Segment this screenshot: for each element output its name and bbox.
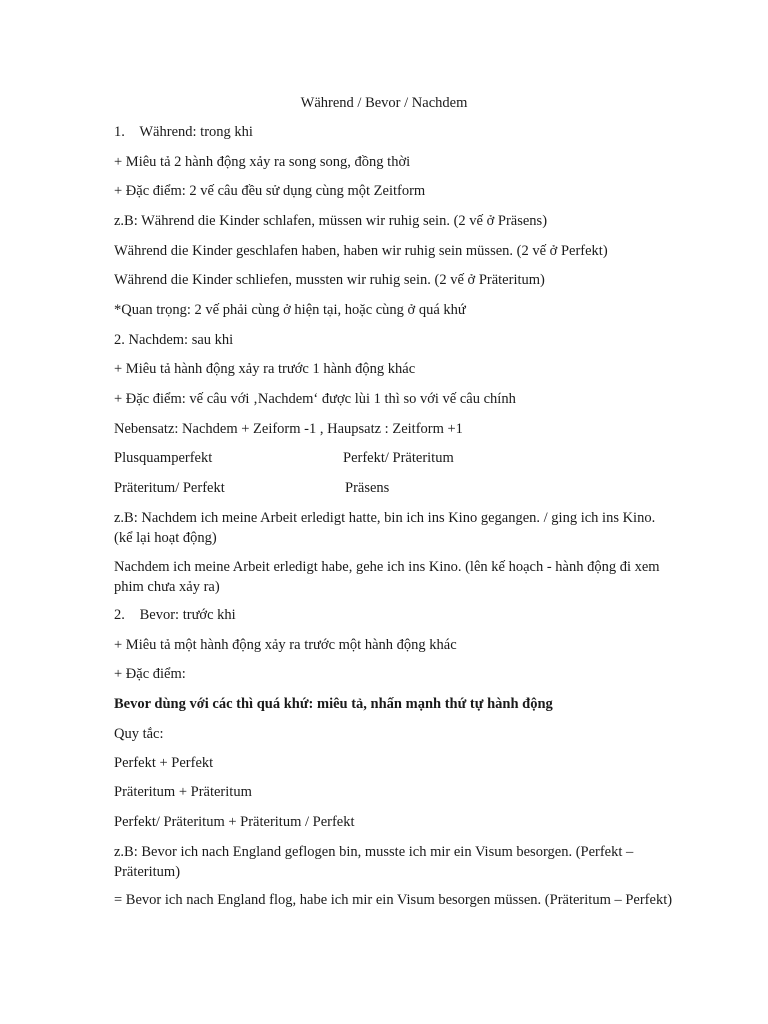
tense-row-left: Präteritum/ Perfekt xyxy=(114,480,225,496)
tense-row xyxy=(114,448,674,468)
paragraph-line: + Miêu tả 2 hành động xảy ra song song, đồng thời xyxy=(114,154,411,170)
paragraph-line: *Quan trọng: 2 vế phải cùng ở hiện tại, hoặc cùng ở quá khứ xyxy=(114,302,466,318)
section-2-heading: 2. Nachdem: sau khi xyxy=(114,332,234,348)
paragraph-line: Während die Kinder geschlafen haben, haben wir ruhig sein müssen. (2 vế ở Perfekt) xyxy=(114,243,608,259)
example-paragraph: z.B: Bevor ich nach England geflogen bin, musste ich mir ein Visum besorgen. (Perfekt – Präteritum) xyxy=(114,844,634,880)
tense-row-right: Perfekt/ Präteritum xyxy=(343,450,454,466)
rule-line: Perfekt/ Präteritum + Präteritum / Perfekt xyxy=(114,814,355,830)
paragraph-line: + Đặc điểm: 2 vế câu đều sử dụng cùng một Zeitform xyxy=(114,183,426,199)
tense-row xyxy=(114,478,674,498)
tense-row-right: Präsens xyxy=(345,480,390,496)
example-paragraph: Nachdem ich meine Arbeit erledigt habe, gehe ich ins Kino. (lên kế hoạch - hành động đi xem phim chưa xảy ra) xyxy=(114,559,660,595)
paragraph-line: + Miêu tả hành động xảy ra trước 1 hành động khác xyxy=(114,361,416,377)
page-title: Während / Bevor / Nachdem xyxy=(300,95,468,111)
rule-line: Perfekt + Perfekt xyxy=(114,755,214,771)
section-3-number: 2. xyxy=(114,607,125,623)
example-paragraph: z.B: Nachdem ich meine Arbeit erledigt hatte, bin ich ins Kino gegangen. / ging ich ins Kino. (kể lại hoạt động) xyxy=(114,510,656,546)
tense-row-left: Plusquamperfekt xyxy=(114,450,213,466)
section-1-title: Während: trong khi xyxy=(139,124,253,140)
paragraph-line: z.B: Während die Kinder schlafen, müssen wir ruhig sein. (2 vế ở Präsens) xyxy=(114,213,548,229)
example-paragraph: = Bevor ich nach England flog, habe ich mir ein Visum besorgen müssen. (Präteritum – Perfekt) xyxy=(114,892,673,908)
paragraph-line: + Đặc điểm: xyxy=(114,666,186,682)
paragraph-line: Quy tắc: xyxy=(114,726,164,742)
section-3-heading xyxy=(114,605,674,625)
paragraph-line: + Đặc điểm: vế câu với ‚Nachdem‘ được lùi 1 thì so với vế câu chính xyxy=(114,391,516,407)
rule-line: Präteritum + Präteritum xyxy=(114,784,252,800)
section-3-title: Bevor: trước khi xyxy=(139,607,236,623)
paragraph-line: Nebensatz: Nachdem + Zeiform -1 , Haupsatz : Zeitform +1 xyxy=(114,421,463,437)
section-1-heading xyxy=(114,122,674,142)
paragraph-line: Während die Kinder schliefen, mussten wir ruhig sein. (2 vế ở Präteritum) xyxy=(114,272,545,288)
bold-note: Bevor dùng với các thì quá khứ: miêu tả, nhấn mạnh thứ tự hành động xyxy=(114,696,553,712)
paragraph-line: + Miêu tả một hành động xảy ra trước một hành động khác xyxy=(114,637,457,653)
section-1-number: 1. xyxy=(114,124,125,140)
